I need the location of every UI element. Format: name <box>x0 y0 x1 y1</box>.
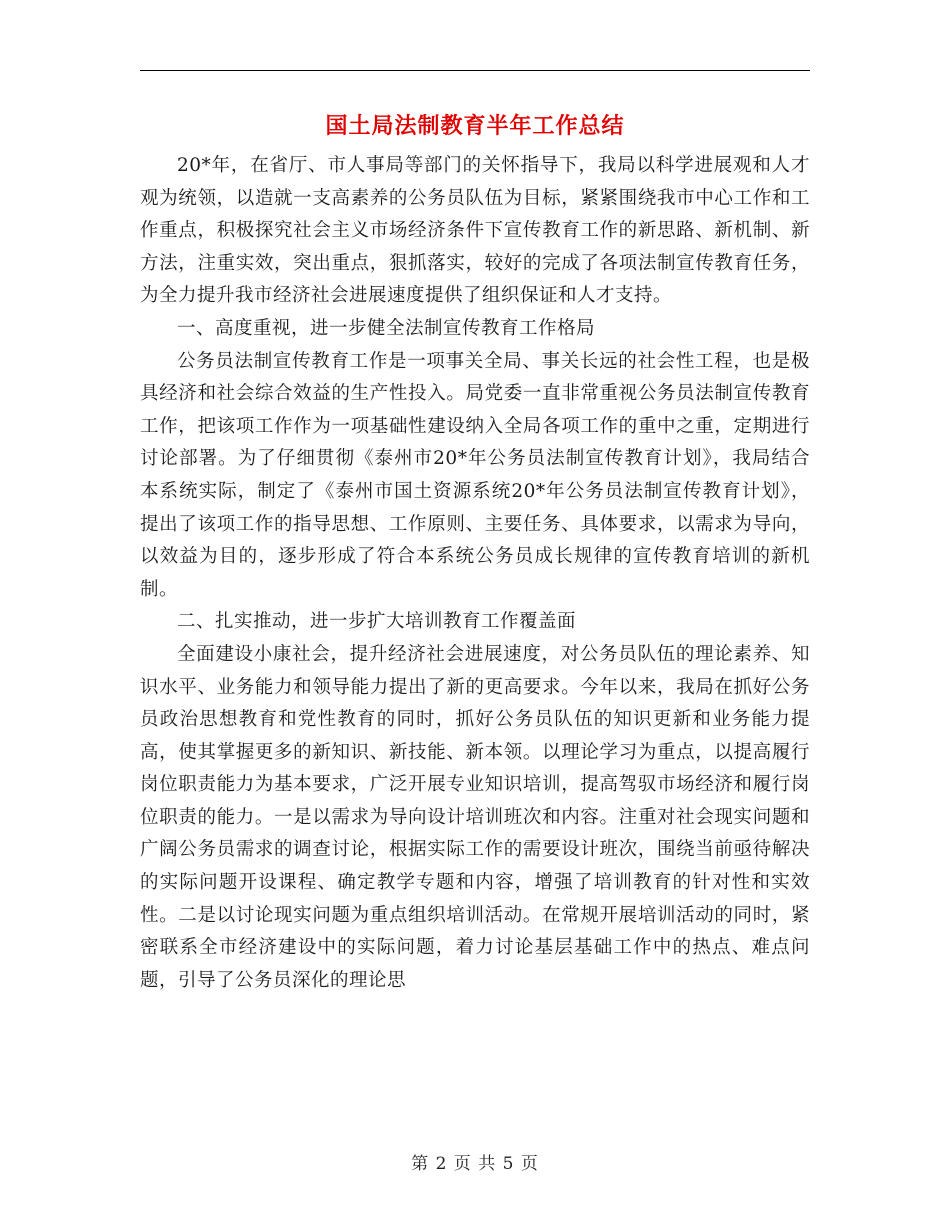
section-1-paragraph: 公务员法制宣传教育工作是一项事关全局、事关长远的社会性工程，也是极具经济和社会综合效益的生产性投入。局党委一直非常重视公务员法制宣传教育工作，把该项工作作为一项基础性建设纳入全局各项工作的重中之重，定期进行讨论部署。为了仔细贯彻《泰州市20*年公务员法制宣传教育计划》，我局结合本系统实际，制定了《泰州市国土资源系统20*年公务员法制宣传教育计划》，提出了该项工作的指导思想、工作原则、主要任务、具体要求，以需求为导向，以效益为目的，逐步形成了符合本系统公务员成长规律的宣传教育培训的新机制。 <box>140 350 810 600</box>
section-heading-1: 一、高度重视，进一步健全法制宣传教育工作格局 <box>177 317 596 339</box>
intro-paragraph: 20*年，在省厅、市人事局等部门的关怀指导下，我局以科学进展观和人才观为统领，以造就一支高素养的公务员队伍为目标，紧紧围绕我市中心工作和工作重点，积极探究社会主义市场经济条件下宣传教育工作的新思路、新机制、新方法，注重实效，突出重点，狠抓落实，较好的完成了各项法制宣传教育任务，为全力提升我市经济社会进展速度提供了组织保证和人才支持。 <box>140 155 810 307</box>
document-body <box>140 150 810 997</box>
page-number-footer: 第 2 页 共 5 页 <box>411 1154 539 1174</box>
section-heading-2: 二、扎实推动，进一步扩大培训教育工作覆盖面 <box>177 611 577 633</box>
section-2-paragraph: 全面建设小康社会，提升经济社会进展速度，对公务员队伍的理论素养、知识水平、业务能力和领导能力提出了新的更高要求。今年以来，我局在抓好公务员政治思想教育和党性教育的同时，抓好公务员队伍的知识更新和业务能力提高，使其掌握更多的新知识、新技能、新本领。以理论学习为重点，以提高履行岗位职责能力为基本要求，广泛开展专业知识培训，提高驾驭市场经济和履行岗位职责的能力。一是以需求为导向设计培训班次和内容。注重对社会现实问题和广阔公务员需求的调查讨论，根据实际工作的需要设计班次，围绕当前亟待解决的实际问题开设课程、确定教学专题和内容，增强了培训教育的针对性和实效性。二是以讨论现实问题为重点组织培训活动。在常规开展培训活动的同时，紧密联系全市经济建设中的实际问题，着力讨论基层基础工作中的热点、难点问题，引导了公务员深化的理论思 <box>140 643 810 991</box>
header-rule <box>140 70 810 71</box>
document-title: 国土局法制教育半年工作总结 <box>325 113 625 139</box>
